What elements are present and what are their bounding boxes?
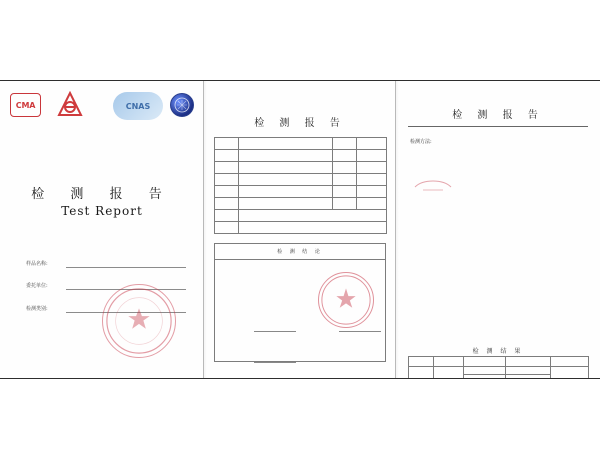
info-cell — [357, 174, 387, 186]
cnas-logo-text: CNAS — [125, 101, 151, 111]
info-row — [215, 222, 387, 234]
info-cell — [215, 162, 239, 174]
info-cell — [239, 162, 333, 174]
method-item — [410, 160, 586, 169]
info-cell — [239, 210, 387, 222]
results-header-cell — [506, 357, 551, 367]
cover-title-en: Test Report — [61, 204, 143, 218]
info-row — [215, 138, 387, 150]
method-title: 检测方法: — [410, 139, 432, 145]
right-page-divider — [408, 126, 588, 127]
seal-icon — [319, 272, 373, 328]
method-item — [410, 232, 586, 241]
sample-info-page — [204, 81, 396, 379]
results-cell — [409, 367, 434, 380]
method-item — [410, 148, 586, 157]
cover-sample-label: 样品名称: — [26, 261, 48, 267]
conclusion-title: 检 测 结 论 — [214, 243, 386, 259]
results-header-cell — [409, 357, 434, 367]
report-sheet — [0, 80, 600, 379]
results-cell — [506, 375, 551, 380]
cma-logo-text: CMA — [15, 100, 36, 110]
method-item — [410, 220, 586, 229]
method-item — [410, 184, 586, 193]
method-item — [410, 172, 586, 181]
info-cell — [239, 198, 333, 210]
certification-logos — [10, 91, 196, 123]
right-page-title: 检 测 报 告 — [452, 110, 544, 121]
info-cell — [357, 162, 387, 174]
method-item — [410, 196, 586, 205]
info-cell — [215, 174, 239, 186]
info-cell — [333, 186, 357, 198]
info-row — [215, 162, 387, 174]
results-cell — [434, 367, 464, 380]
cover-category-label: 检测类别: — [26, 306, 48, 312]
cal-logo-icon — [56, 91, 84, 119]
cover-sample-row — [26, 259, 186, 269]
info-cell — [239, 186, 333, 198]
info-cell — [333, 174, 357, 186]
results-row — [409, 367, 589, 375]
info-cell — [333, 138, 357, 150]
center-page-title: 检 测 报 告 — [254, 118, 346, 129]
info-cell — [215, 210, 239, 222]
info-row — [215, 198, 387, 210]
fold-shadow-left — [204, 81, 207, 378]
cover-sample-value — [66, 259, 186, 268]
results-cell — [464, 367, 506, 375]
results-header-cell — [464, 357, 506, 367]
results-cell — [551, 367, 589, 380]
info-cell — [333, 162, 357, 174]
info-cell — [215, 186, 239, 198]
info-row — [215, 210, 387, 222]
sample-info-table — [214, 137, 387, 234]
info-cell — [239, 174, 333, 186]
results-title: 检 测 结 果 — [472, 348, 524, 355]
info-cell — [357, 150, 387, 162]
cal-logo — [56, 91, 84, 119]
info-cell — [357, 186, 387, 198]
info-cell — [333, 150, 357, 162]
cover-title-zh: 检 测 报 告 — [31, 187, 173, 202]
seal-icon — [103, 284, 175, 358]
method-list — [410, 148, 586, 244]
info-cell — [215, 222, 239, 234]
results-cell — [464, 375, 506, 380]
info-row — [215, 186, 387, 198]
ilac-logo — [170, 93, 194, 117]
results-table — [408, 356, 589, 379]
info-cell — [215, 150, 239, 162]
info-cell — [239, 150, 333, 162]
cover-seal — [102, 284, 176, 358]
info-row — [215, 150, 387, 162]
cover-client-label: 委托单位: — [26, 283, 48, 289]
fold-shadow-right — [396, 81, 399, 378]
info-cell — [239, 138, 333, 150]
signature-line-bottom — [254, 362, 296, 363]
info-cell — [215, 138, 239, 150]
info-cell — [357, 198, 387, 210]
method-item — [410, 208, 586, 217]
signature-line-left — [254, 331, 296, 332]
test-data-page — [396, 81, 600, 379]
info-cell — [357, 138, 387, 150]
cma-logo — [10, 93, 41, 117]
cnas-logo — [113, 92, 163, 120]
info-cell — [333, 198, 357, 210]
signature-line-right — [339, 331, 381, 332]
results-cell — [506, 367, 551, 375]
ilac-logo-icon — [173, 96, 191, 114]
cover-page — [0, 81, 204, 379]
info-cell — [215, 198, 239, 210]
info-cell — [239, 222, 387, 234]
results-header-row — [409, 357, 589, 367]
conclusion-seal — [318, 272, 374, 328]
info-row — [215, 174, 387, 186]
results-header-cell — [434, 357, 464, 367]
results-header-cell — [551, 357, 589, 367]
